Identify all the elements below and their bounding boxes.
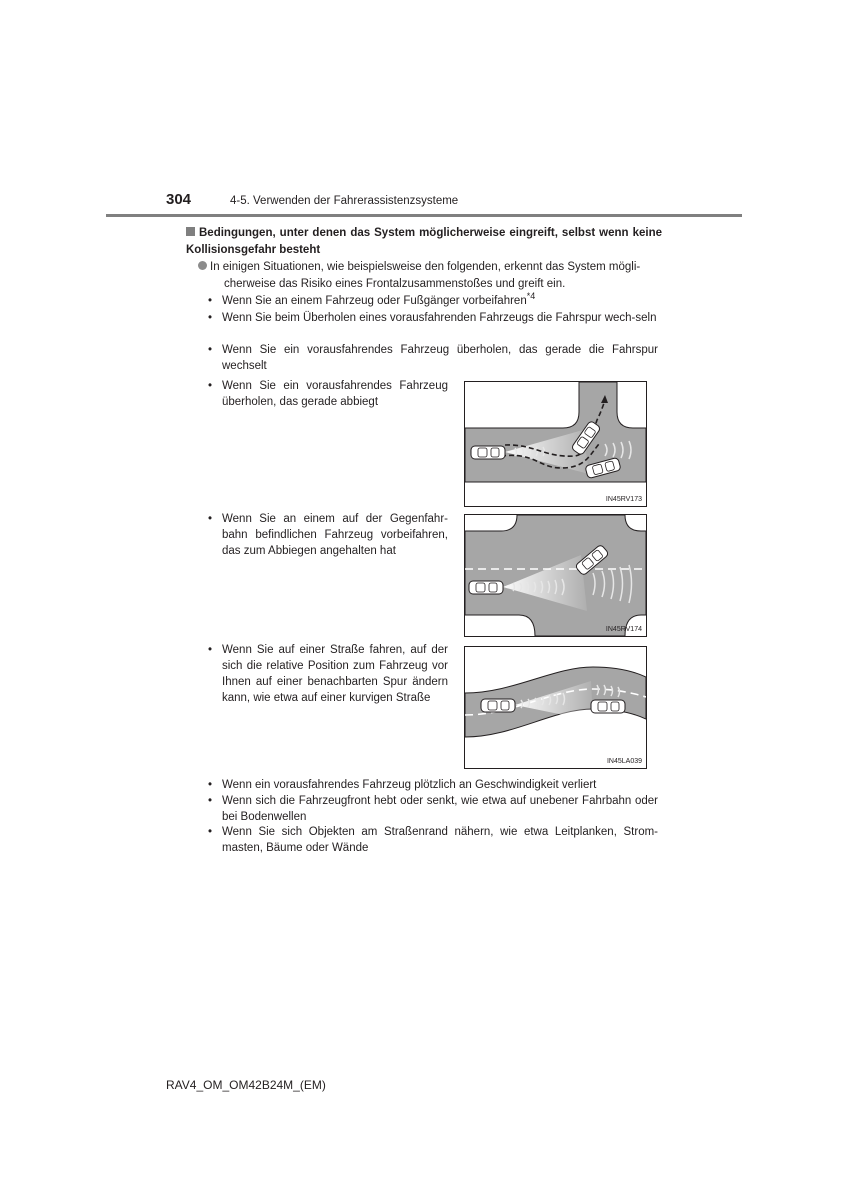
- list-item: [208, 824, 658, 856]
- bullet-marker: •: [208, 380, 213, 392]
- figure-code: IN45LA039: [606, 758, 642, 765]
- circle-bullet-icon: [198, 261, 207, 270]
- intro-line-2: cherweise das Risiko eines Frontalzusammenstoßes und greift ein.: [224, 277, 566, 290]
- list-item-text: Wenn Sie ein vorausfahrendes Fahrzeug überholen, das gerade die Fahrspur wechselt: [222, 344, 658, 372]
- figure-code: IN45RV174: [605, 626, 642, 633]
- list-item-text: Wenn ein vorausfahrendes Fahrzeug plötzlich an Geschwindigkeit verliert: [222, 779, 597, 791]
- figure-curved-road: [464, 646, 647, 769]
- page-number: 304: [166, 191, 192, 208]
- bullet-marker: •: [208, 312, 213, 324]
- figure-turning-vehicle: [464, 381, 647, 507]
- figure-code: IN45RV173: [605, 496, 642, 503]
- footnote-ref: *4: [526, 291, 536, 302]
- header-rule: [106, 214, 742, 217]
- figure-oncoming-turning-vehicle: [464, 514, 647, 637]
- bullet-marker: •: [208, 779, 213, 791]
- list-item: [208, 342, 658, 374]
- bullet-marker: •: [208, 795, 213, 807]
- page-header: [0, 0, 848, 220]
- list-item-text: Wenn Sie an einem auf der Gegenfahr-bahn befindlichen Fahrzeug vorbeifahren, das zum Abbiegen angehalten hat: [222, 513, 448, 557]
- list-item: [208, 310, 658, 326]
- intro-line-1: In einigen Situationen, wie beispielsweise den folgenden, erkennt das System mögli-: [210, 261, 641, 273]
- list-item: [208, 293, 662, 309]
- list-item-text: Wenn Sie auf einer Straße fahren, auf der sich die relative Position zum Fahrzeug vor Ihnen auf einer benachbarten Spur ändern kann, wie etwa auf einer kurvigen Straße: [222, 644, 448, 704]
- bullet-marker: •: [208, 344, 213, 356]
- section-heading: [186, 225, 662, 259]
- list-item: [208, 642, 448, 706]
- bullet-marker: •: [208, 826, 213, 838]
- list-item-text: Wenn sich die Fahrzeugfront hebt oder senkt, wie etwa auf unebener Fahrbahn oder bei Bodenwellen: [222, 795, 658, 823]
- list-item: [208, 378, 448, 410]
- document-footer: RAV4_OM_OM42B24M_(EM): [166, 1078, 326, 1092]
- list-item: [208, 511, 448, 559]
- list-item: [208, 793, 658, 825]
- list-item: [208, 777, 658, 793]
- section-heading-text: Bedingungen, unter denen das System möglicherweise eingreift, selbst wenn keine Kollisionsgefahr besteht: [186, 227, 662, 256]
- curved-road-diagram: [465, 647, 646, 768]
- list-item-text: Wenn Sie an einem Fahrzeug oder Fußgänger vorbeifahren: [222, 295, 527, 307]
- list-item-text: Wenn Sie beim Überholen eines vorausfahrenden Fahrzeugs die Fahrspur wech-seln: [222, 312, 657, 324]
- bullet-marker: •: [208, 513, 213, 525]
- list-item-text: Wenn Sie ein vorausfahrendes Fahrzeug überholen, das gerade abbiegt: [222, 380, 448, 408]
- chapter-title: 4-5. Verwenden der Fahrerassistenzsysteme: [230, 195, 459, 207]
- bullet-marker: •: [208, 295, 213, 307]
- intro-paragraph: [198, 259, 662, 292]
- oncoming-diagram: [465, 515, 646, 636]
- square-bullet-icon: [186, 227, 195, 236]
- bullet-marker: •: [208, 644, 213, 656]
- turning-diagram: [465, 382, 646, 506]
- list-item-text: Wenn Sie sich Objekten am Straßenrand nähern, wie etwa Leitplanken, Strom-masten, Bäume oder Wände: [222, 826, 658, 854]
